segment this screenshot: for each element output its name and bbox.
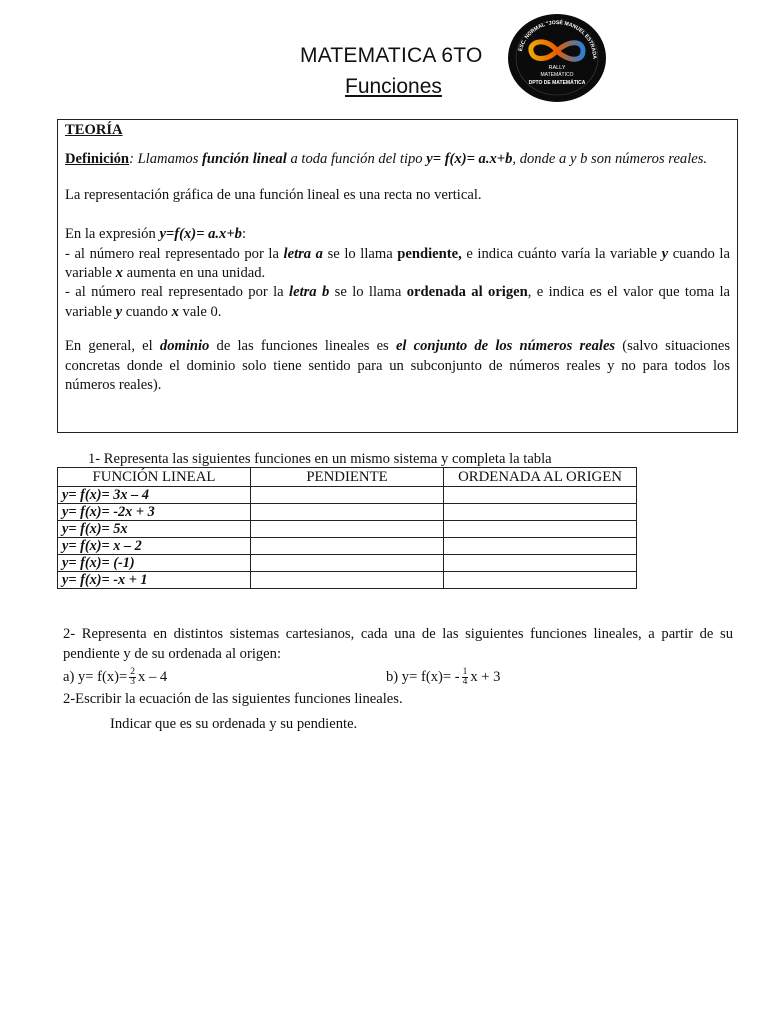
- ordenada-cell[interactable]: [444, 521, 637, 538]
- fraction-a: $\frac{2}{3}$: [130, 667, 136, 688]
- ordenada-cell[interactable]: [444, 487, 637, 504]
- table-row: [58, 538, 637, 555]
- exercise2-line3: Indicar que es su ordenada y su pendiente.: [110, 715, 358, 732]
- logo-line1: RALLY: [548, 65, 566, 71]
- page-title: MATEMATICA 6TO: [300, 44, 483, 67]
- exercise1-title: 1- Representa las siguientes funciones en un mismo sistema y completa la tabla: [88, 451, 552, 467]
- header-ordenada: ORDENADA AL ORIGEN: [444, 468, 637, 487]
- pendiente-cell[interactable]: [251, 521, 444, 538]
- school-logo: [507, 13, 607, 103]
- logo-line2: MATEMÁTICO: [540, 72, 574, 78]
- function-cell: y= f(x)= x – 2: [58, 538, 251, 555]
- domain-paragraph: En general, el dominio de las funciones lineales es el conjunto de los números reales (salvo situaciones concretas donde el dominio solo tiene sentido para un subconjunto de números reales y no para todos los números reales).: [65, 338, 731, 394]
- exercise2-line2: 2-Escribir la ecuación de las siguientes funciones lineales.: [63, 691, 403, 707]
- table-row: [58, 521, 637, 538]
- logo-ring-text: ESC. NORMAL "JOSÉ MANUEL ESTRADA: [517, 19, 598, 60]
- pendiente-cell[interactable]: [251, 572, 444, 589]
- table-header-row: [58, 468, 637, 487]
- page-subtitle: Funciones: [345, 75, 442, 98]
- function-cell: y= f(x)= 5x: [58, 521, 251, 538]
- equation-b: b) y= f(x)= - $\frac{1}{4}$ x + 3: [386, 667, 501, 688]
- pendiente-cell[interactable]: [251, 555, 444, 572]
- exercise2-section: [63, 625, 733, 734]
- functions-table: [57, 467, 637, 589]
- header-funcion: FUNCIÓN LINEAL: [58, 468, 251, 487]
- table-row: [58, 572, 637, 589]
- theory-box: [57, 119, 738, 433]
- ordenada-cell[interactable]: [444, 555, 637, 572]
- logo-line3: DPTO DE MATEMÁTICA: [528, 80, 586, 86]
- ordenada-cell[interactable]: [444, 504, 637, 521]
- expression-paragraph: En la expresión y=f(x)= a.x+b: - al número real representado por la letra a se lo llama pendiente, e indica cuánto varía la variable y cuando la variable x aumenta en una unidad. - al número real representado por la letra b se lo llama ordenada al origen, e indica es el valor que toma la variable y cuando x vale 0.: [65, 226, 731, 320]
- function-cell: y= f(x)= -x + 1: [58, 572, 251, 589]
- exercise2-equations: [63, 666, 733, 690]
- equation-a: a) y= f(x)= $\frac{2}{3}$ x – 4: [63, 667, 168, 688]
- table-row: [58, 504, 637, 521]
- definition-paragraph: Definición: Llamamos función lineal a toda función del tipo y= f(x)= a.x+b, donde a y b son números reales.: [65, 151, 708, 168]
- graph-paragraph: La representación gráfica de una función lineal es una recta no vertical.: [65, 186, 482, 203]
- pendiente-cell[interactable]: [251, 487, 444, 504]
- ordenada-cell[interactable]: [444, 538, 637, 555]
- function-cell: y= f(x)= -2x + 3: [58, 504, 251, 521]
- fraction-b: $\frac{1}{4}$: [462, 667, 468, 688]
- table-row: [58, 487, 637, 504]
- ordenada-cell[interactable]: [444, 572, 637, 589]
- exercise2-intro: 2- Representa en distintos sistemas cartesianos, cada una de las siguientes funciones lineales, a partir de su pendiente y de su ordenada al origen:: [63, 626, 733, 662]
- function-cell: y= f(x)= (-1): [58, 555, 251, 572]
- pendiente-cell[interactable]: [251, 538, 444, 555]
- header-pendiente: PENDIENTE: [251, 468, 444, 487]
- table-row: [58, 555, 637, 572]
- theory-heading: TEORÍA: [65, 122, 123, 138]
- function-cell: y= f(x)= 3x – 4: [58, 487, 251, 504]
- pendiente-cell[interactable]: [251, 504, 444, 521]
